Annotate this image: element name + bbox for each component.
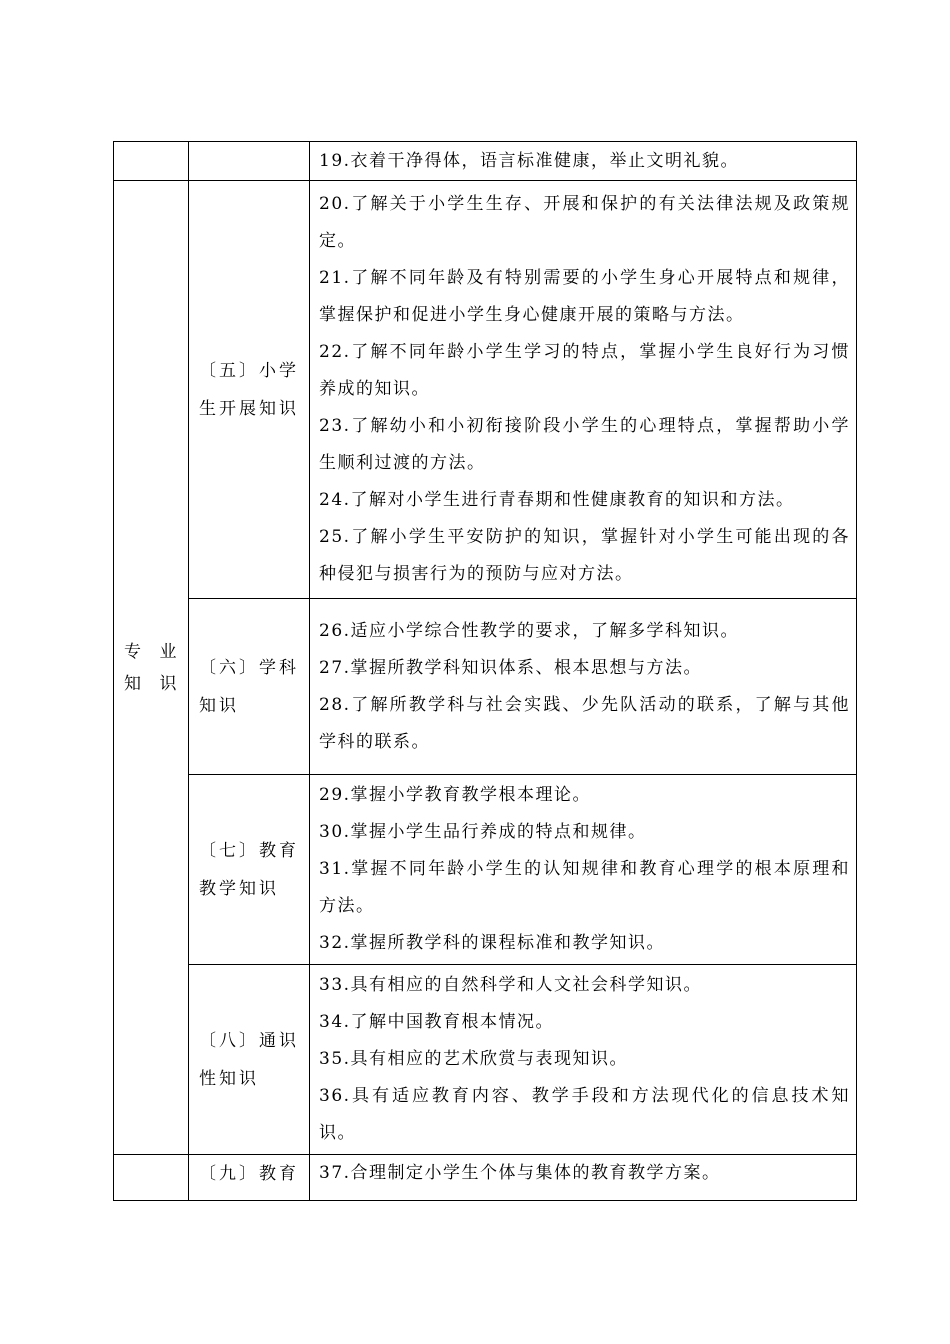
- table-row: [114, 775, 857, 965]
- standards-table: [113, 141, 857, 1201]
- item-text: 23.了解幼小和小初衔接阶段小学生的心理特点，掌握帮助小学生顺利过渡的方法。: [319, 416, 850, 473]
- category-cell-professional-knowledge: [114, 181, 189, 1155]
- item-text: 31.掌握不同年龄小学生的认知规律和教育心理学的根本原理和方法。: [319, 859, 850, 916]
- items-cell: [310, 965, 857, 1155]
- item-text: 19.衣着干净得体，语言标准健康，举止文明礼貌。: [319, 150, 740, 171]
- subcategory-cell: 〔五〕小学生开展知识: [189, 181, 310, 599]
- table-row: [114, 1155, 857, 1201]
- item-text: 34.了解中国教育根本情况。: [319, 1012, 555, 1032]
- item-text: 37.合理制定小学生个体与集体的教育教学方案。: [319, 1163, 721, 1183]
- subcategory-cell: 〔九〕教育: [189, 1155, 310, 1201]
- items-cell: [310, 1155, 857, 1201]
- table-row: [114, 181, 857, 599]
- item-text: 21.了解不同年龄及有特别需要的小学生身心开展特点和规律，掌握保护和促进小学生身心健康开展的策略与方法。: [319, 268, 850, 325]
- table-row: [114, 965, 857, 1155]
- item-text: 32.掌握所教学科的课程标准和教学知识。: [319, 933, 666, 953]
- item-text: 28.了解所教学科与社会实践、少先队活动的联系，了解与其他学科的联系。: [319, 694, 850, 752]
- item-text: 33.具有相应的自然科学和人文社会科学知识。: [319, 975, 703, 995]
- items-cell: [310, 599, 857, 775]
- item-text: 30.掌握小学生品行养成的特点和规律。: [319, 822, 647, 842]
- subcategory-cell: 〔六〕学科知识: [189, 599, 310, 775]
- item-text: 35.具有相应的艺术欣赏与表现知识。: [319, 1049, 629, 1069]
- item-text: 29.掌握小学教育教学根本理论。: [319, 785, 592, 805]
- subcategory-cell: 〔八〕通识性知识: [189, 965, 310, 1155]
- items-cell: [310, 775, 857, 965]
- item-text: 20.了解关于小学生生存、开展和保护的有关法律法规及政策规定。: [319, 194, 850, 251]
- item-text: 25.了解小学生平安防护的知识，掌握针对小学生可能出现的各种侵犯与损害行为的预防与应对方法。: [319, 527, 850, 584]
- category-label-line2: 知 识: [124, 673, 178, 694]
- category-cell: [114, 1155, 189, 1201]
- table-row: [114, 142, 857, 181]
- item-text: 27.掌握所教学科知识体系、根本思想与方法。: [319, 657, 703, 678]
- item-text: 22.了解不同年龄小学生学习的特点，掌握小学生良好行为习惯养成的知识。: [319, 342, 850, 399]
- subcategory-cell: [189, 142, 310, 181]
- item-text: 26.适应小学综合性教学的要求，了解多学科知识。: [319, 620, 740, 641]
- subcategory-cell: 〔七〕教育教学知识: [189, 775, 310, 965]
- table-row: [114, 599, 857, 775]
- item-text: 24.了解对小学生进行青春期和性健康教育的知识和方法。: [319, 490, 795, 510]
- category-cell: [114, 142, 189, 181]
- category-label-line1: 专 业: [124, 641, 178, 662]
- items-cell: [310, 181, 857, 599]
- item-text: 36.具有适应教育内容、教学手段和方法现代化的信息技术知识。: [319, 1086, 850, 1143]
- items-cell: [310, 142, 857, 181]
